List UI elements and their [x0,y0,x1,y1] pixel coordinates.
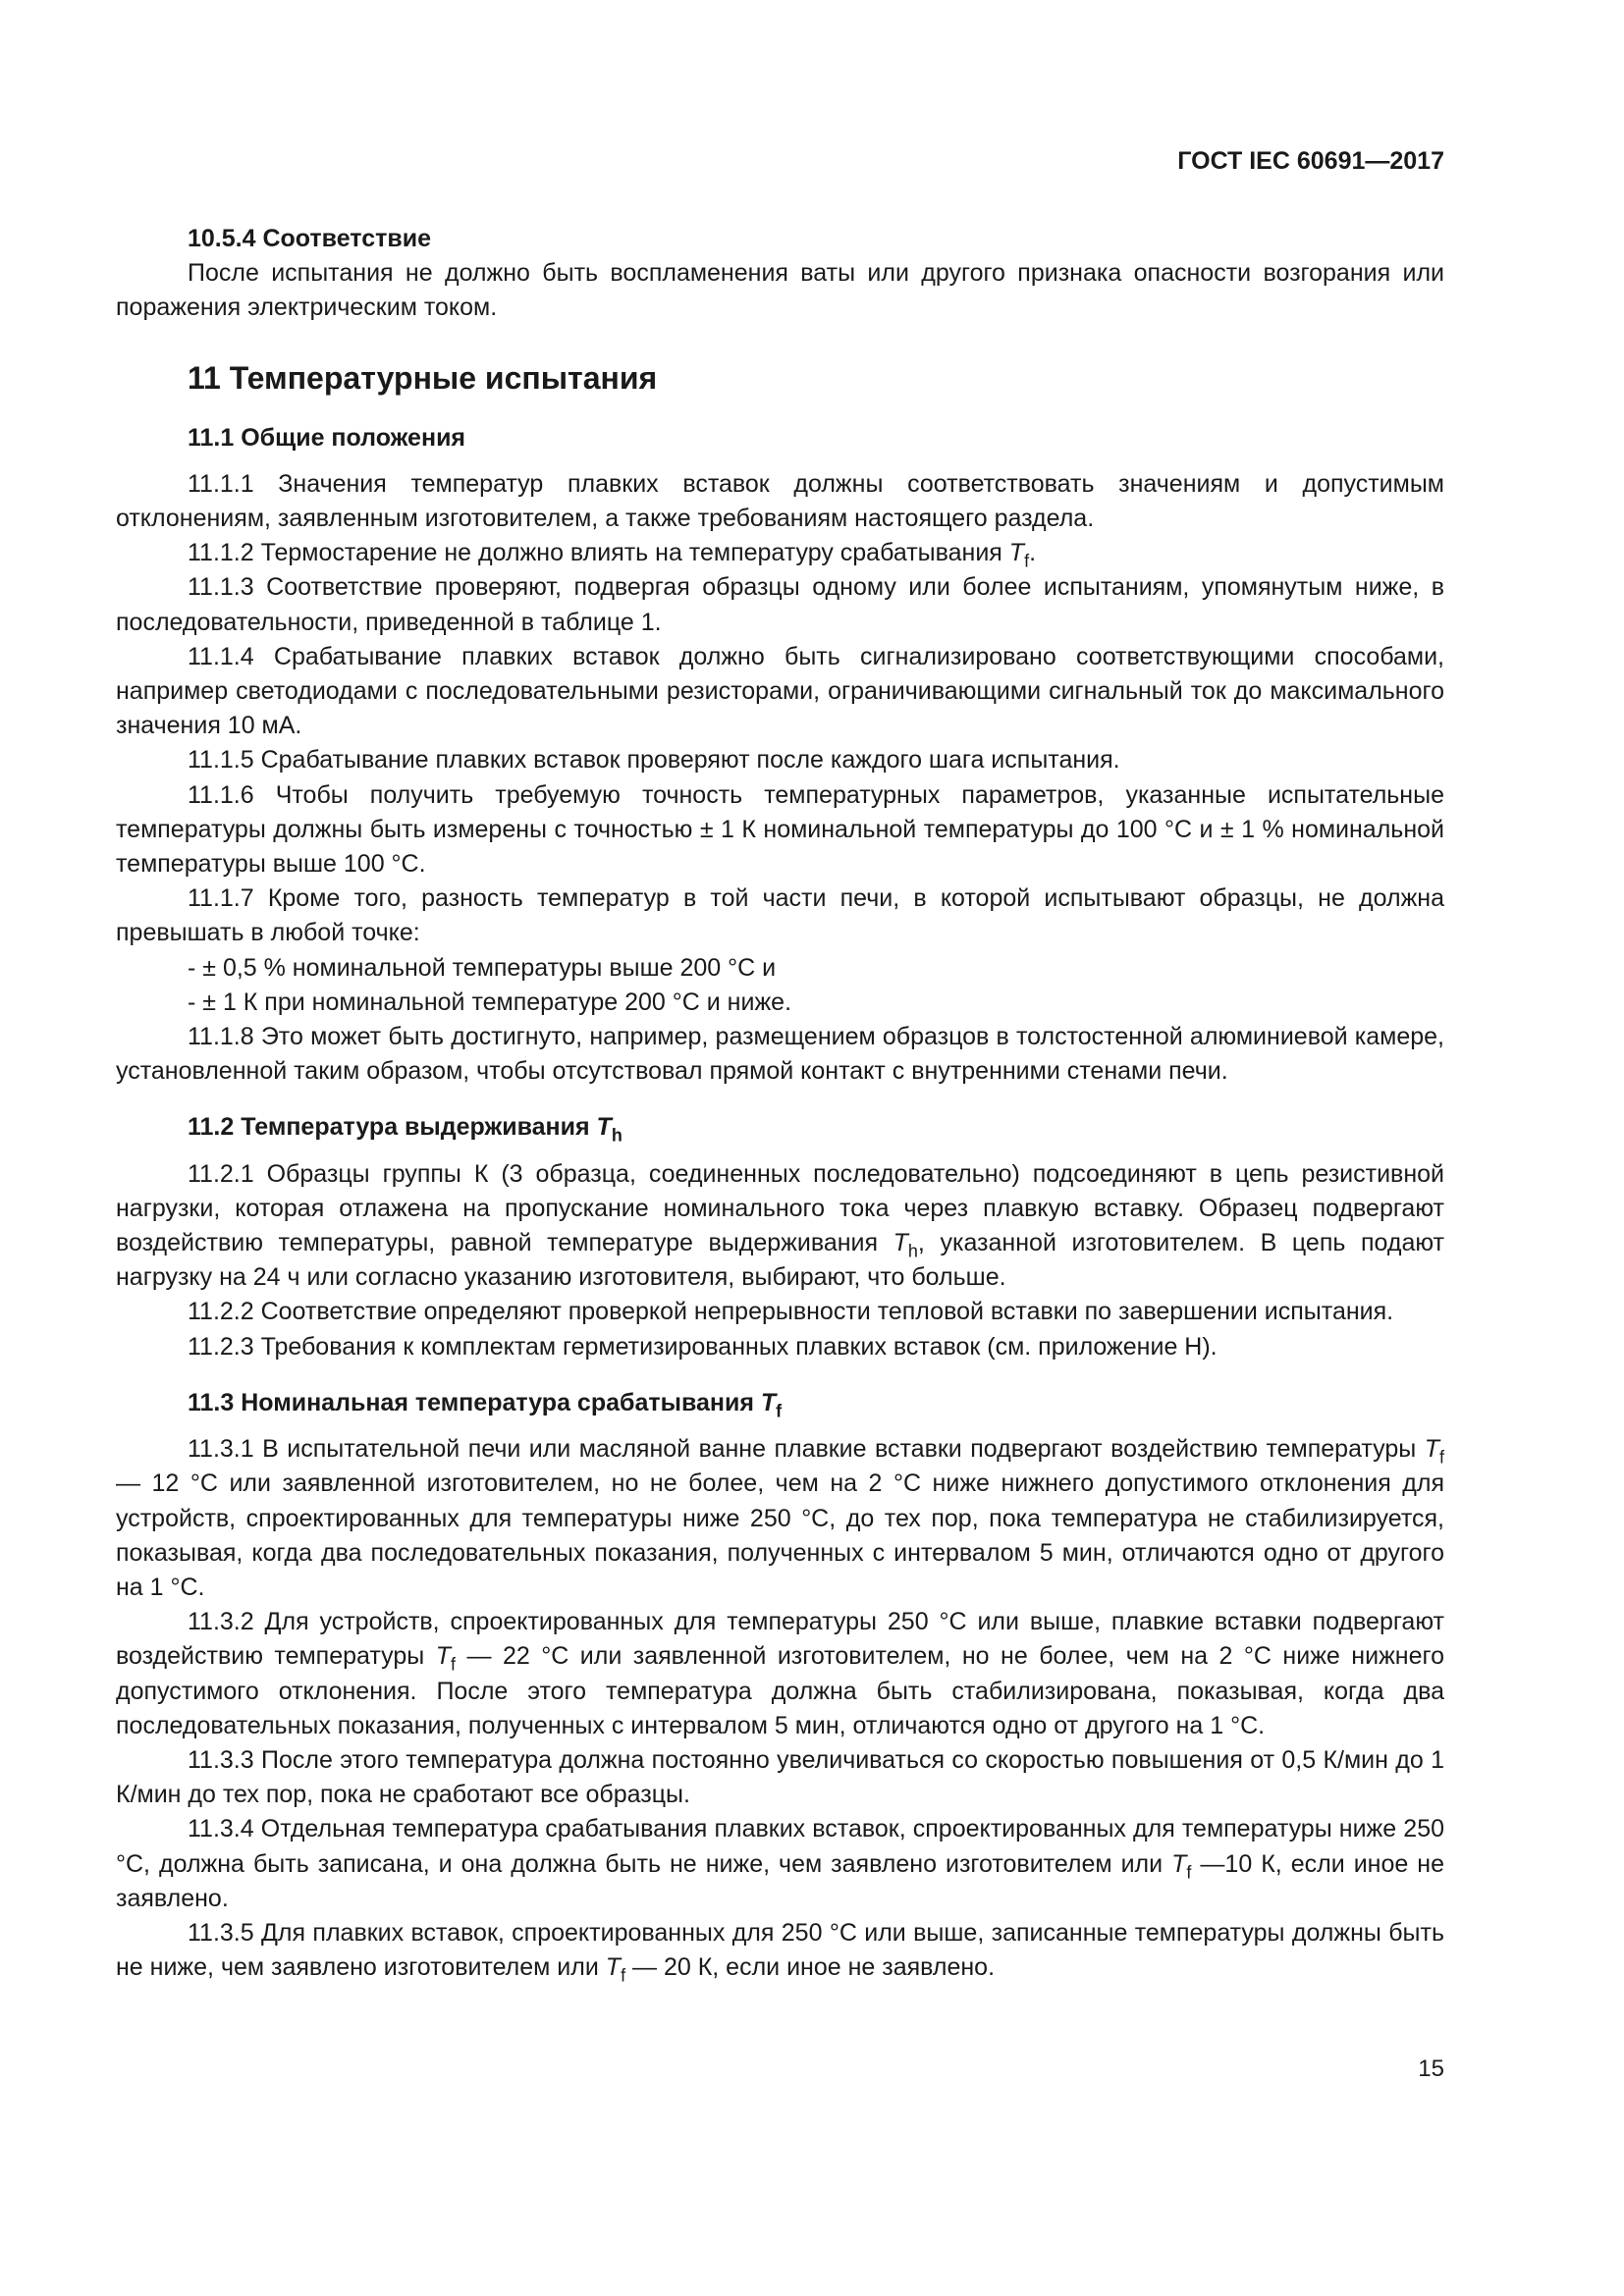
subscript: f [1186,1861,1192,1882]
section-11-title: 11 Температурные испытания [188,359,658,396]
paragraph-11-1-1: 11.1.1 Значения температур плавких вставок должны соответствовать значениям и допустимым отклонениям, заявленным изготовителем, а также требованиям настоящего раздела. [116,469,1444,533]
paragraph-11-1-5: 11.1.5 Срабатывание плавких вставок проверяют после каждого шага испытания. [188,746,1120,774]
subscript: f [1024,551,1030,571]
paragraph-11-1-8: 11.1.8 Это может быть достигнуто, например, размещением образцов в толстостенной алюминиевой камере, установленной таким образом, чтобы отсутствовал прямой контакт с внутренними стенами печи. [116,1023,1444,1086]
subscript: f [776,1401,783,1421]
page-number: 15 [1418,2056,1444,2082]
paragraph-11-3-5: 11.3.5 Для плавких вставок, спроектированных для 250 °С или выше, записанные температуры должны быть не ниже, чем заявлено изготовителем или $T_f$ — 20 К, если иное не заявлено. [116,1918,1444,1986]
symbol-t: T [1424,1435,1439,1464]
clause-11-1-title: 11.1 Общие положения [188,423,466,452]
document-code: ГОСТ IEC 60691—2017 [1177,147,1444,175]
clause-11-3-title: 11.3 Номинальная температура срабатывания $T_f$ [188,1388,783,1421]
paragraph-11-3-3: 11.3.3 После этого температура должна постоянно увеличиваться со скоростью повышения от 0,5 К/мин до 1 К/мин до тех пор, пока не сработают все образцы. [116,1745,1444,1809]
list-item: - ± 0,5 % номинальной температуры выше 200 °С и [188,953,777,982]
paragraph-11-2-2: 11.2.2 Соответствие определяют проверкой непрерывности тепловой вставки по завершении испытания. [188,1298,1394,1326]
paragraph-11-1-3: 11.1.3 Соответствие проверяют, подвергая образцы одному или более испытаниям, упомянутым ниже, в последовательности, приведенной в таблице 1. [116,573,1444,636]
clause-10-5-4-text: После испытания не должно быть воспламенения ваты или другого признака опасности возгорания или поражения электрическим током. [116,259,1444,322]
paragraph-11-1-7: 11.1.7 Кроме того, разность температур в той части печи, в которой испытывают образцы, не должна превышать в любой точке: [116,884,1444,947]
symbol-t: T [435,1642,451,1671]
symbol-t: T [1171,1849,1187,1878]
paragraph-11-1-2: 11.1.2 Термостарение не должно влиять на температуру срабатывания $T_f$. [188,539,1037,571]
document-body [116,222,1444,1985]
symbol-t: T [893,1229,908,1257]
paragraph-11-2-1: 11.2.1 Образцы группы К (3 образца, соединенных последовательно) подсоединяют в цепь резистивной нагрузки, которая отлажена на пропускание номинального тока через плавкую вставку. Образец подвергают воздействию температуры, равной температуре выдерживания $T_h$, указанной изготовителем. В цепь подают нагрузку на 24 ч или согласно указанию изготовителя, выбирают, что больше. [116,1159,1444,1292]
paragraph-11-3-2: 11.3.2 Для устройств, спроектированных для температуры 250 °С или выше, плавкие вставки подвергают воздействию температуры $T_f$ — 22 °С или заявленной изготовителем, но не более, чем на 2 °С ниже нижнего допустимого отклонения. После этого температура должна быть стабилизирована, показывая, когда два последовательных показания, полученных с интервалом 5 мин, отличаются одно от другого на 1 °С. [116,1608,1444,1739]
paragraph-11-2-3: 11.2.3 Требования к комплектам герметизированных плавких вставок (см. приложение Н). [188,1332,1218,1361]
paragraph-11-1-6: 11.1.6 Чтобы получить требуемую точность температурных параметров, указанные испытательные температуры должны быть измерены с точностью ± 1 К номинальной температуры до 100 °С и ± 1 % номинальной температуры выше 100 °С. [116,780,1444,879]
symbol-t: T [760,1388,777,1416]
symbol-t: T [605,1953,622,1982]
subscript: f [450,1654,456,1675]
subscript: h [907,1241,918,1261]
paragraph-11-3-4: 11.3.4 Отдельная температура срабатывания плавких вставок, спроектированных для температуры ниже 250 °С, должна быть записана, и она должна быть не ниже, чем заявлено изготовителем или $T_f$ —10 К, если иное не заявлено. [116,1815,1444,1912]
paragraph-11-3-1: 11.3.1 В испытательной печи или масляной ванне плавкие вставки подвергают воздействию температуры $T_f$ — 12 °С или заявленной изготовителем, но не более, чем на 2 °С ниже нижнего допустимого отклонения для устройств, спроектированных для температуры ниже 250 °С, до тех пор, пока температура не стабилизируется, показывая, когда два последовательных показания, полученных с интервалом 5 мин, отличаются одно от другого на 1 °С. [116,1435,1444,1601]
subscript: h [611,1125,623,1146]
subscript: f [1438,1447,1444,1468]
symbol-t: T [596,1113,612,1142]
symbol-t: T [1008,539,1025,567]
clause-11-2-title: 11.2 Температура выдерживания $T_h$ [188,1113,623,1146]
paragraph-11-1-4: 11.1.4 Срабатывание плавких вставок должно быть сигнализировано соответствующими способами, например светодиодами с последовательными резисторами, ограничивающими сигнальный ток до максимального значения 10 мА. [116,642,1444,740]
subscript: f [621,1965,626,1986]
clause-10-5-4-title: 10.5.4 Соответствие [188,225,431,252]
list-item: - ± 1 К при номинальной температуре 200 °С и ниже. [188,988,792,1016]
